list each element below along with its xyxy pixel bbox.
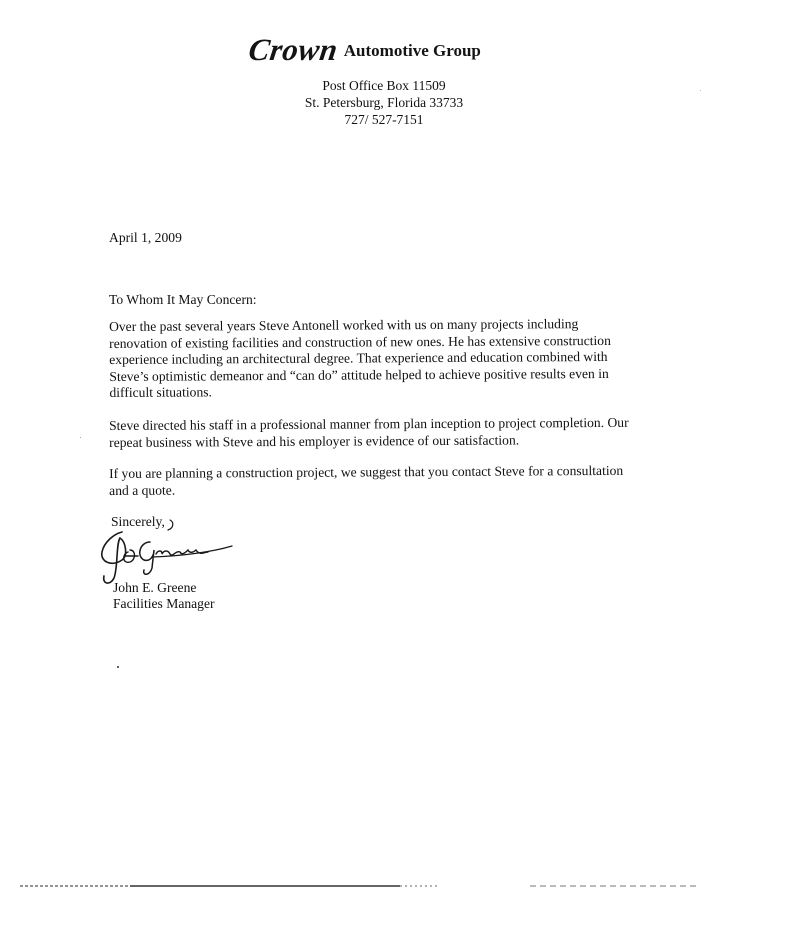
address-line-2: St. Petersburg, Florida 33733 <box>304 95 464 110</box>
scan-artifact-line <box>20 885 700 887</box>
address-line-1: Post Office Box 11509 <box>322 78 446 93</box>
scan-speck <box>117 666 119 668</box>
scan-speck <box>80 437 81 438</box>
signer-title: Facilities Manager <box>113 596 215 611</box>
letter-date: April 1, 2009 <box>109 230 182 245</box>
company-address <box>238 77 530 128</box>
signer-name: John E. Greene <box>113 580 197 595</box>
closing: Sincerely, <box>111 514 165 529</box>
company-name <box>200 34 530 65</box>
letterhead <box>200 34 530 128</box>
company-suffix: Automotive Group <box>343 41 481 60</box>
salutation: To Whom It May Concern: <box>109 292 257 307</box>
body-paragraph-2: Steve directed his staff in a professional manner from plan inception to project completion. Our repeat business with Steve and his employer is evidence of our satisfaction. <box>109 414 629 450</box>
body-paragraph-3: If you are planning a construction project, we suggest that you contact Steve for a consultation and a quote. <box>109 462 624 498</box>
scan-speck <box>700 90 701 91</box>
phone-number: 727/ 527-7151 <box>344 112 424 127</box>
body-paragraph-1: Over the past several years Steve Antonell worked with us on many projects including renovation of existing facilities and construction of new ones. He has extensive construction experience including an architectural degree. That experience and education combined with Steve’s optimistic demeanor and “can do” attitude helped to achieve positive results even in difficult situations. <box>109 316 611 400</box>
crown-logo-word: Crown <box>246 32 341 67</box>
